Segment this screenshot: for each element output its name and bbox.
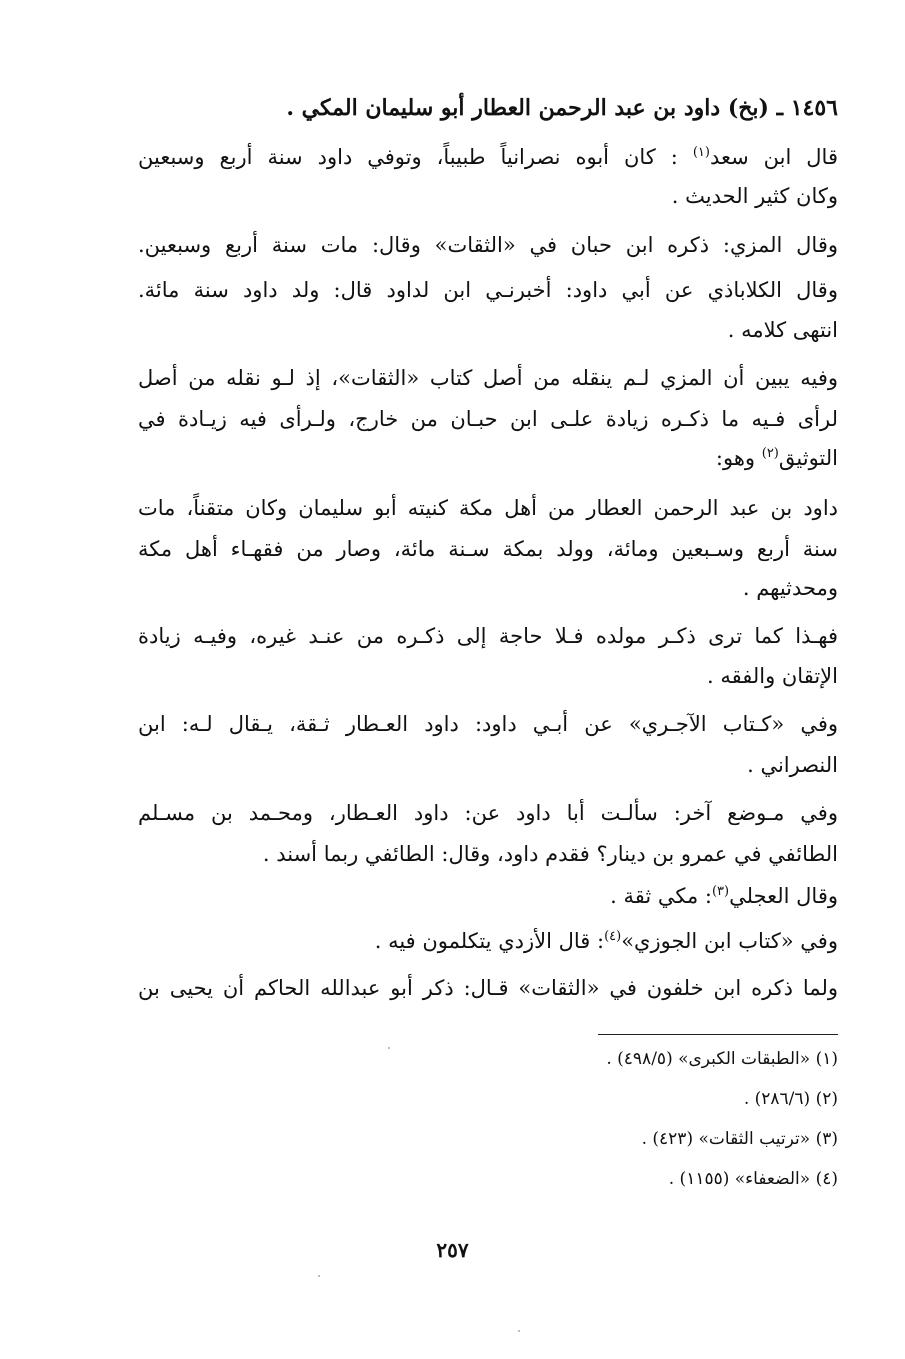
text-line — [138, 533, 838, 565]
text-line — [138, 274, 838, 306]
text-segment: وفي «كتاب ابن الجوزي» — [621, 929, 838, 953]
text-line — [138, 180, 838, 212]
text-segment: وقال العجلي — [729, 884, 838, 908]
footnote-divider — [598, 1034, 838, 1035]
text-segment: ولما ذكره ابن خلفون في «الثقات» قـال: ذكر أبو عبدالله الحاكم أن يحيى بن — [138, 976, 838, 1000]
footnote-ref[interactable]: (٢) — [761, 446, 779, 461]
text-segment: النصراني . — [747, 753, 838, 777]
text-segment: قال ابن سعد — [709, 145, 838, 169]
text-line — [138, 660, 838, 692]
text-segment: الطائفي في عمرو بن دينار؟ فقدم داود، وقال: الطائفي ربما أسند . — [262, 842, 838, 866]
entry-heading — [138, 92, 838, 124]
text-segment: وكان كثير الحديث . — [671, 184, 838, 208]
text-line — [138, 620, 838, 652]
entry-heading-text: ١٤٥٦ ـ (بخ) داود بن عبد الرحمن العطار أبو سليمان المكي . — [286, 95, 838, 121]
footnote-ref[interactable]: (٣) — [711, 884, 730, 899]
text-line — [138, 362, 838, 394]
text-line — [138, 572, 838, 604]
text-line — [138, 403, 838, 435]
text-line — [138, 314, 838, 346]
text-line — [138, 492, 838, 524]
text-line — [138, 749, 838, 781]
text-segment: وقال الكلاباذي عن أبي داود: أخبرنـي ابن لداود قال: ولد داود سنة مائة. — [138, 278, 838, 302]
text-line — [138, 229, 838, 261]
footnote-ref[interactable]: (٤) — [604, 929, 622, 944]
text-segment: وهو: — [715, 446, 762, 470]
text-segment: وفي مـوضع آخر: سألـت أبا داود عن: داود العـطار، ومحـمد بن مسـلم — [138, 801, 838, 825]
text-segment: : مكي ثقة . — [610, 884, 712, 908]
footnote — [138, 1166, 838, 1192]
text-line — [138, 972, 838, 1004]
text-segment: داود بن عبد الرحمن العطار من أهل مكة كنيته أبو سليمان وكان متقناً، مات — [138, 496, 838, 520]
text-segment: : قال الأزدي يتكلمون فيه . — [374, 929, 605, 953]
scan-speck — [518, 1330, 520, 1332]
text-segment: فهـذا كما ترى ذكـر مولده فـلا حاجة إلى ذكـره من عنـد غيره، وفيـه زيادة — [138, 624, 838, 648]
text-line — [138, 797, 838, 829]
text-segment: : كان أبوه نصرانياً طبيباً، وتوفي داود سنة أربع وسبعين — [138, 145, 693, 169]
scan-speck — [388, 1047, 390, 1049]
text-line — [138, 925, 838, 957]
scan-speck — [318, 1275, 320, 1277]
text-segment: سنة أربع وسـبعين ومائة، وولد بمكة سـنة مائة، وصار من فقهـاء أهل مكة — [138, 537, 838, 561]
text-segment: التوثيق — [778, 446, 838, 470]
footnote-text: (٤) «الضعفاء» (١١٥٥) . — [668, 1169, 838, 1189]
text-segment: لرأى فـيه ما ذكـره زيادة علـى ابن حبـان من خارج، ولـرأى فيه زيـادة في — [138, 407, 838, 431]
text-line — [138, 141, 838, 173]
text-line — [138, 442, 838, 474]
text-line — [138, 880, 838, 912]
footnote-ref[interactable]: (١) — [692, 145, 710, 160]
footnote — [138, 1086, 838, 1112]
footnote — [138, 1126, 838, 1152]
text-line — [138, 838, 838, 870]
text-segment: انتهى كلامه . — [727, 318, 838, 342]
footnote — [138, 1046, 838, 1072]
text-segment: ومحدثيهم . — [742, 576, 838, 600]
footnote-text: (١) «الطبقات الكبرى» (٤٩٨/٥) . — [606, 1049, 838, 1069]
text-segment: وفي «كـتاب الآجـري» عن أبـي داود: داود العـطار ثـقة، يـقال لـه: ابن — [138, 712, 838, 736]
text-line — [138, 708, 838, 740]
footnote-text: (٢) (٢٨٦/٦) . — [743, 1089, 838, 1109]
text-segment: وقال المزي: ذكره ابن حبان في «الثقات» وقال: مات سنة أربع وسبعين. — [138, 233, 838, 257]
page-number: ٢٥٧ — [436, 1238, 469, 1262]
text-segment: الإتقان والفقه . — [706, 664, 838, 688]
text-segment: وفيه يبين أن المزي لـم ينقله من أصل كتاب «الثقات»، إذ لـو نقله من أصل — [138, 366, 838, 390]
footnote-text: (٣) «ترتيب الثقات» (٤٢٣) . — [641, 1129, 838, 1149]
